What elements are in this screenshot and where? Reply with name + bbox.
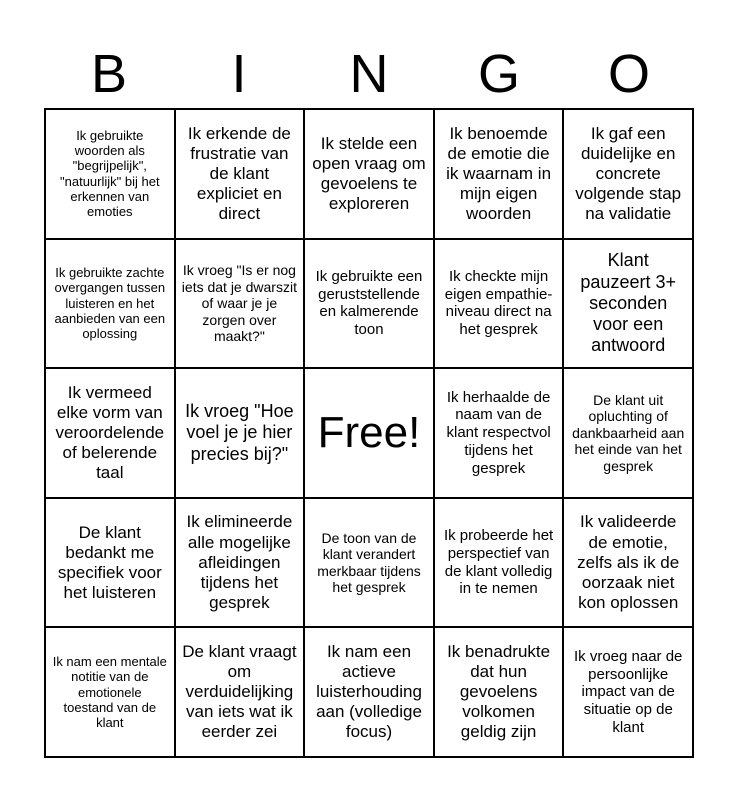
- bingo-cell[interactable]: [175, 368, 305, 498]
- bingo-cell[interactable]: [434, 368, 564, 498]
- bingo-cell[interactable]: [45, 239, 175, 369]
- header-letter-g: G: [477, 44, 520, 104]
- bingo-cell[interactable]: [175, 627, 305, 757]
- cell-text: Ik vroeg "Is er nog iets dat je dwarszit of waar je je zorgen over maakt?": [181, 262, 297, 345]
- bingo-cell[interactable]: [304, 498, 434, 628]
- cell-text: Ik vroeg naar de persoonlijke impact van de situatie op de klant: [573, 647, 683, 736]
- cell-text: Ik vroeg "Hoe voel je je hier precies bij?": [185, 401, 294, 464]
- free-text: Free!: [317, 407, 421, 457]
- cell-text: Ik stelde een open vraag om gevoelens te exploreren: [312, 133, 426, 213]
- cell-text: Ik gebruikte zachte overgangen tussen luisteren en het aanbieden van een oplossing: [54, 265, 166, 342]
- cell-text: Ik herhaalde de naam van de klant respectvol tijdens het gesprek: [446, 388, 551, 477]
- bingo-cell[interactable]: [45, 368, 175, 498]
- bingo-cell[interactable]: [45, 498, 175, 628]
- bingo-cell[interactable]: [304, 627, 434, 757]
- bingo-cell[interactable]: [304, 239, 434, 369]
- bingo-cell[interactable]: [434, 109, 564, 239]
- bingo-cell[interactable]: [563, 498, 693, 628]
- bingo-cell[interactable]: [563, 627, 693, 757]
- cell-text: Ik nam een actieve luisterhouding aan (volledige focus): [316, 642, 422, 742]
- cell-text: Ik valideerde de emotie, zelfs als ik de oorzaak niet kon oplossen: [577, 512, 680, 612]
- cell-text: Klant pauzeert 3+ seconden voor een antwoord: [580, 250, 676, 356]
- free-cell[interactable]: [304, 368, 434, 498]
- cell-text: Ik elimineerde alle mogelijke afleidingen tijdens het gesprek: [186, 512, 293, 612]
- bingo-cell[interactable]: [45, 627, 175, 757]
- cell-text: Ik gebruikte een geruststellende en kalmerende toon: [315, 268, 423, 339]
- cell-text: De klant uit opluchting of dankbaarheid aan het einde van het gesprek: [572, 391, 685, 474]
- cell-text: Ik benoemde de emotie die ik waarnam in mijn eigen woorden: [446, 123, 552, 223]
- cell-text: Ik nam een mentale notitie van de emotionele toestand van de klant: [52, 653, 167, 731]
- header-letter-b: B: [90, 44, 128, 104]
- bingo-header: [44, 38, 694, 110]
- cell-text: Ik gebruikte woorden als "begrijpelijk", "natuurlijk" bij het erkennen van emoties: [60, 127, 160, 220]
- cell-text: De klant vraagt om verduidelijking van iets wat ik eerder zei: [182, 642, 297, 742]
- cell-text: De klant bedankt me specifiek voor het luisteren: [57, 522, 162, 602]
- bingo-cell[interactable]: [175, 109, 305, 239]
- cell-text: Ik benadrukte dat hun gevoelens volkomen geldig zijn: [447, 642, 551, 742]
- bingo-cell[interactable]: [563, 109, 693, 239]
- cell-text: Ik checkte mijn eigen empathie-niveau direct na het gesprek: [444, 268, 553, 339]
- bingo-cell[interactable]: [175, 498, 305, 628]
- bingo-cell[interactable]: [45, 109, 175, 239]
- bingo-grid: [44, 108, 694, 758]
- header-letter-n: N: [349, 44, 389, 104]
- bingo-cell[interactable]: [304, 109, 434, 239]
- cell-text: Ik erkende de frustratie van de klant expliciet en direct: [187, 123, 291, 223]
- header-letter-o: O: [607, 44, 650, 104]
- cell-text: Ik gaf een duidelijke en concrete volgende stap na validatie: [575, 123, 682, 223]
- bingo-cell[interactable]: [175, 239, 305, 369]
- bingo-cell[interactable]: [563, 368, 693, 498]
- bingo-cell[interactable]: [434, 498, 564, 628]
- header-letter-i: I: [231, 44, 247, 104]
- cell-text: De toon van de klant verandert merkbaar tijdens het gesprek: [317, 529, 421, 596]
- bingo-cell[interactable]: [434, 627, 564, 757]
- cell-text: Ik vermeed elke vorm van veroordelende of belerende taal: [55, 382, 165, 483]
- cell-text: Ik probeerde het perspectief van de klant volledig in te nemen: [443, 527, 554, 598]
- bingo-cell[interactable]: [434, 239, 564, 369]
- bingo-cell[interactable]: [563, 239, 693, 369]
